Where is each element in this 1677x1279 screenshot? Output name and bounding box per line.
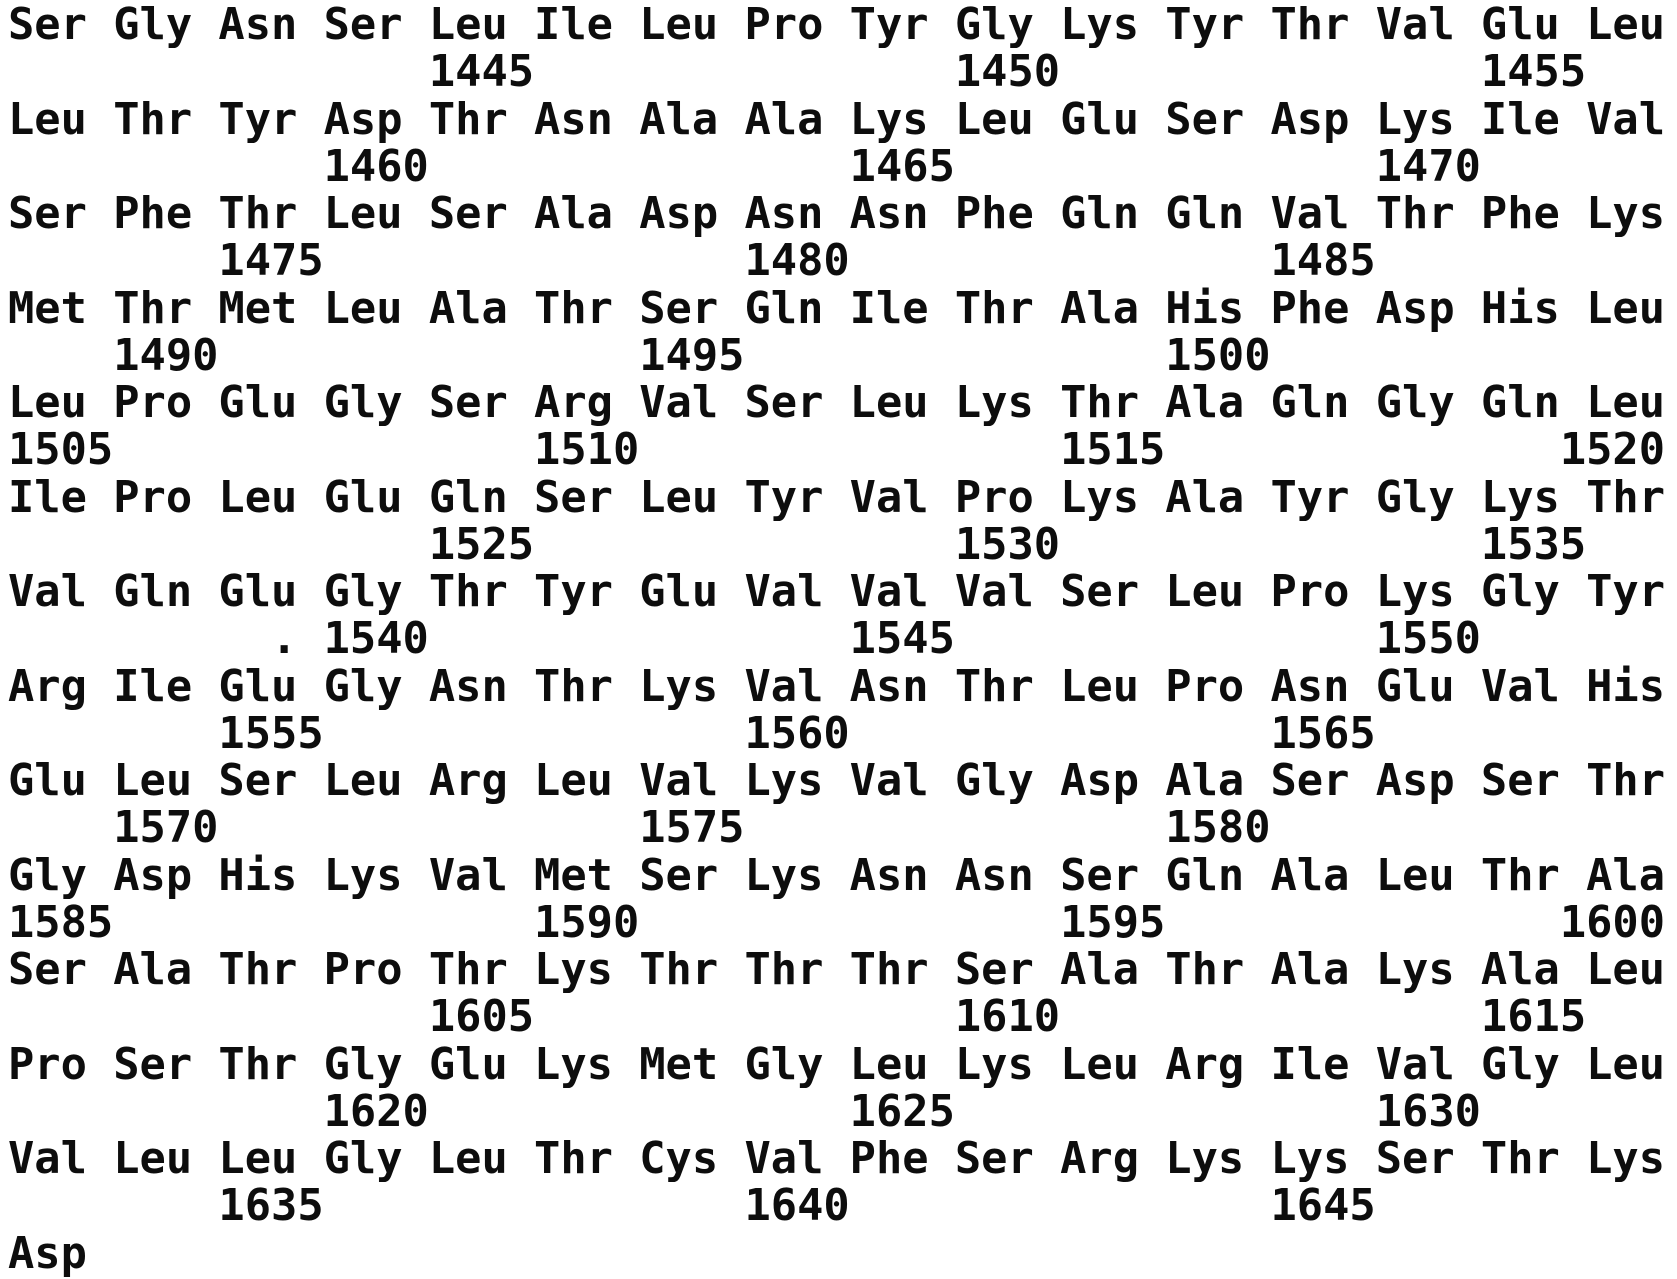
- residue-line: Ser Gly Asn Ser Leu Ile Leu Pro Tyr Gly Lys Tyr Thr Val Glu Leu: [8, 0, 1666, 50]
- position-number-line: 1635 1640 1645: [8, 1180, 1376, 1232]
- residue-line: Arg Ile Glu Gly Asn Thr Lys Val Asn Thr Leu Pro Asn Glu Val His: [8, 660, 1666, 712]
- position-number-line: 1445 1450 1455: [8, 46, 1587, 98]
- position-number-line: 1605 1610 1615: [8, 991, 1587, 1043]
- position-number-line: 1475 1480 1485: [8, 235, 1376, 287]
- position-number-line: 1570 1575 1580: [8, 802, 1271, 854]
- residue-line: Met Thr Met Leu Ala Thr Ser Gln Ile Thr Ala His Phe Asp His Leu: [8, 282, 1666, 334]
- position-number-line: 1585 1590 1595 1600: [8, 896, 1666, 948]
- position-number-line: 1525 1530 1535: [8, 518, 1587, 570]
- position-number-line: 1620 1625 1630: [8, 1085, 1481, 1137]
- residue-line: Ser Phe Thr Leu Ser Ala Asp Asn Asn Phe Gln Gln Val Thr Phe Lys: [8, 188, 1666, 239]
- position-number-line: 1555 1560 1565: [8, 707, 1376, 759]
- residue-line: Ser Ala Thr Pro Thr Lys Thr Thr Thr Ser Ala Thr Ala Lys Ala Leu: [8, 944, 1666, 995]
- residue-line: Val Leu Leu Gly Leu Thr Cys Val Phe Ser Arg Lys Lys Ser Thr Lys: [8, 1133, 1666, 1184]
- residue-line: Asp: [8, 1227, 87, 1279]
- position-number-line: . 1540 1545 1550: [8, 613, 1481, 665]
- position-number-line: 1505 1510 1515 1520: [8, 424, 1666, 476]
- residue-line: Val Gln Glu Gly Thr Tyr Glu Val Val Val Ser Leu Pro Lys Gly Tyr: [8, 566, 1666, 617]
- residue-line: Leu Thr Tyr Asp Thr Asn Ala Ala Lys Leu Glu Ser Asp Lys Ile Val: [8, 93, 1666, 145]
- residue-line: Leu Pro Glu Gly Ser Arg Val Ser Leu Lys Thr Ala Gln Gly Gln Leu: [8, 377, 1666, 428]
- residue-line: Gly Asp His Lys Val Met Ser Lys Asn Asn Ser Gln Ala Leu Thr Ala: [8, 849, 1666, 901]
- position-number-line: 1490 1495 1500: [8, 329, 1271, 381]
- residue-line: Pro Ser Thr Gly Glu Lys Met Gly Leu Lys Leu Arg Ile Val Gly Leu: [8, 1038, 1666, 1090]
- residue-line: Glu Leu Ser Leu Arg Leu Val Lys Val Gly Asp Ala Ser Asp Ser Thr: [8, 755, 1666, 806]
- position-number-line: 1460 1465 1470: [8, 140, 1481, 192]
- residue-line: Ile Pro Leu Glu Gln Ser Leu Tyr Val Pro Lys Ala Tyr Gly Lys Thr: [8, 471, 1666, 523]
